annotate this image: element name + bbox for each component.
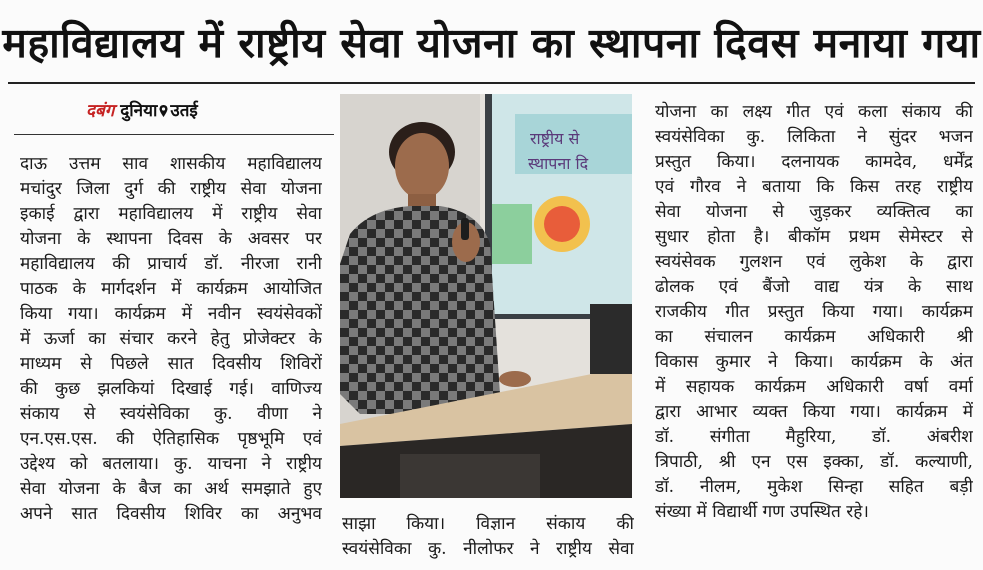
- pin-icon: [159, 105, 168, 117]
- projected-slide-line-2: स्थापना दि: [528, 154, 589, 173]
- article-line: अपने सात दिवसीय शिविर का अनुभव: [20, 504, 322, 524]
- article-line: एवं गौरव ने बताया कि किस तरह राष्ट्रीय: [655, 177, 973, 197]
- article-line: किया गया। कार्यक्रम में नवीन स्वयंसेवकों: [20, 304, 322, 324]
- article-line: का संचालन कार्यक्रम अधिकारी श्री: [655, 327, 973, 347]
- projected-slide-line-1: राष्ट्रीय से: [530, 129, 580, 148]
- article-line: सुधार होता है। बीकॉम प्रथम सेमेस्टर से: [655, 227, 973, 247]
- article-line: डॉ. नीलम, मुकेश सिन्हा सहित बड़ी: [655, 477, 973, 497]
- byline: [86, 98, 198, 121]
- article-line: स्वयंसेवक गुलशन एवं लुकेश के द्वारा: [655, 252, 973, 272]
- article-line: योजना के स्थापना दिवस के अवसर पर: [20, 229, 322, 249]
- article-line: विकास कुमार ने किया। कार्यक्रम के अंत: [655, 352, 973, 372]
- article-line: प्रस्तुत किया। दलनायक कामदेव, धर्मेंद्र: [655, 152, 973, 172]
- article-line: में ऊर्जा का संचार करने हेतु प्रोजेक्टर के: [20, 329, 322, 349]
- article-line: स्वयंसेविका कु. नीलोफर ने राष्ट्रीय सेवा: [342, 539, 634, 559]
- article-line: साझा किया। विज्ञान संकाय की: [342, 514, 634, 534]
- article-line: उद्देश्य को बतलाया। कु. याचना ने राष्ट्रीय: [20, 454, 322, 474]
- headline-divider: [8, 82, 975, 84]
- photo-illustration: [340, 94, 632, 498]
- article-line: सेवा योजना के बैज का अर्थ समझाते हुए: [20, 479, 322, 499]
- article-photo: [340, 94, 632, 498]
- byline-rule: [14, 134, 334, 135]
- article-line: पाठक के मार्गदर्शन में कार्यक्रम आयोजित: [20, 279, 322, 299]
- article-line: ढोलक एवं बैंजो वाद्य यंत्र के साथ: [655, 277, 973, 297]
- article-line: त्रिपाठी, श्री एन एस इक्का, डॉ. कल्याणी,: [655, 452, 973, 472]
- article-line: संकाय से स्वयंसेविका कु. वीणा ने: [20, 404, 322, 424]
- article-line: मचांदुर जिला दुर्ग की राष्ट्रीय सेवा योजना: [20, 179, 322, 199]
- article-line: एन.एस.एस. की ऐतिहासिक पृष्ठभूमि एवं: [20, 429, 322, 449]
- article-line: माध्यम से पिछले सात दिवसीय शिविरों: [20, 354, 322, 374]
- byline-newspaper: दुनिया: [120, 101, 158, 121]
- article-line: स्वयंसेविका कु. लिकिता ने सुंदर भजन: [655, 127, 973, 147]
- article-line: सेवा योजना से जुड़कर व्यक्तित्व का: [655, 202, 973, 222]
- article-line: की कुछ झलकियां दिखाई गई। वाणिज्य: [20, 379, 322, 399]
- article-column-2: [342, 512, 634, 562]
- article-line: दाऊ उत्तम साव शासकीय महाविद्यालय: [20, 154, 322, 174]
- article-column-1: [20, 152, 322, 527]
- headline: महाविद्यालय में राष्ट्रीय सेवा योजना का स्थापना दिवस मनाया गया: [2, 19, 981, 67]
- article-column-3: [655, 100, 973, 525]
- article-line: योजना का लक्ष्य गीत एवं कला संकाय की: [655, 102, 973, 122]
- article-line: संख्या में विद्यार्थी गण उपस्थित रहे।: [655, 502, 869, 522]
- article-line: डॉ. संगीता मैहुरिया, डॉ. अंबरीश: [655, 427, 973, 447]
- article-line: में सहायक कार्यक्रम अधिकारी वर्षा वर्मा: [655, 377, 973, 397]
- article-line: महाविद्यालय की प्राचार्य डॉ. नीरजा रानी: [20, 254, 322, 274]
- article-line: द्वारा आभार व्यक्त किया गया। कार्यक्रम में: [655, 402, 973, 422]
- byline-location: उतई: [170, 101, 198, 121]
- byline-brand: दबंग: [86, 101, 115, 121]
- article-line: इकाई द्वारा महाविद्यालय में राष्ट्रीय सेवा: [20, 204, 322, 224]
- article-line: राजकीय गीत प्रस्तुत किया गया। कार्यक्रम: [655, 302, 973, 322]
